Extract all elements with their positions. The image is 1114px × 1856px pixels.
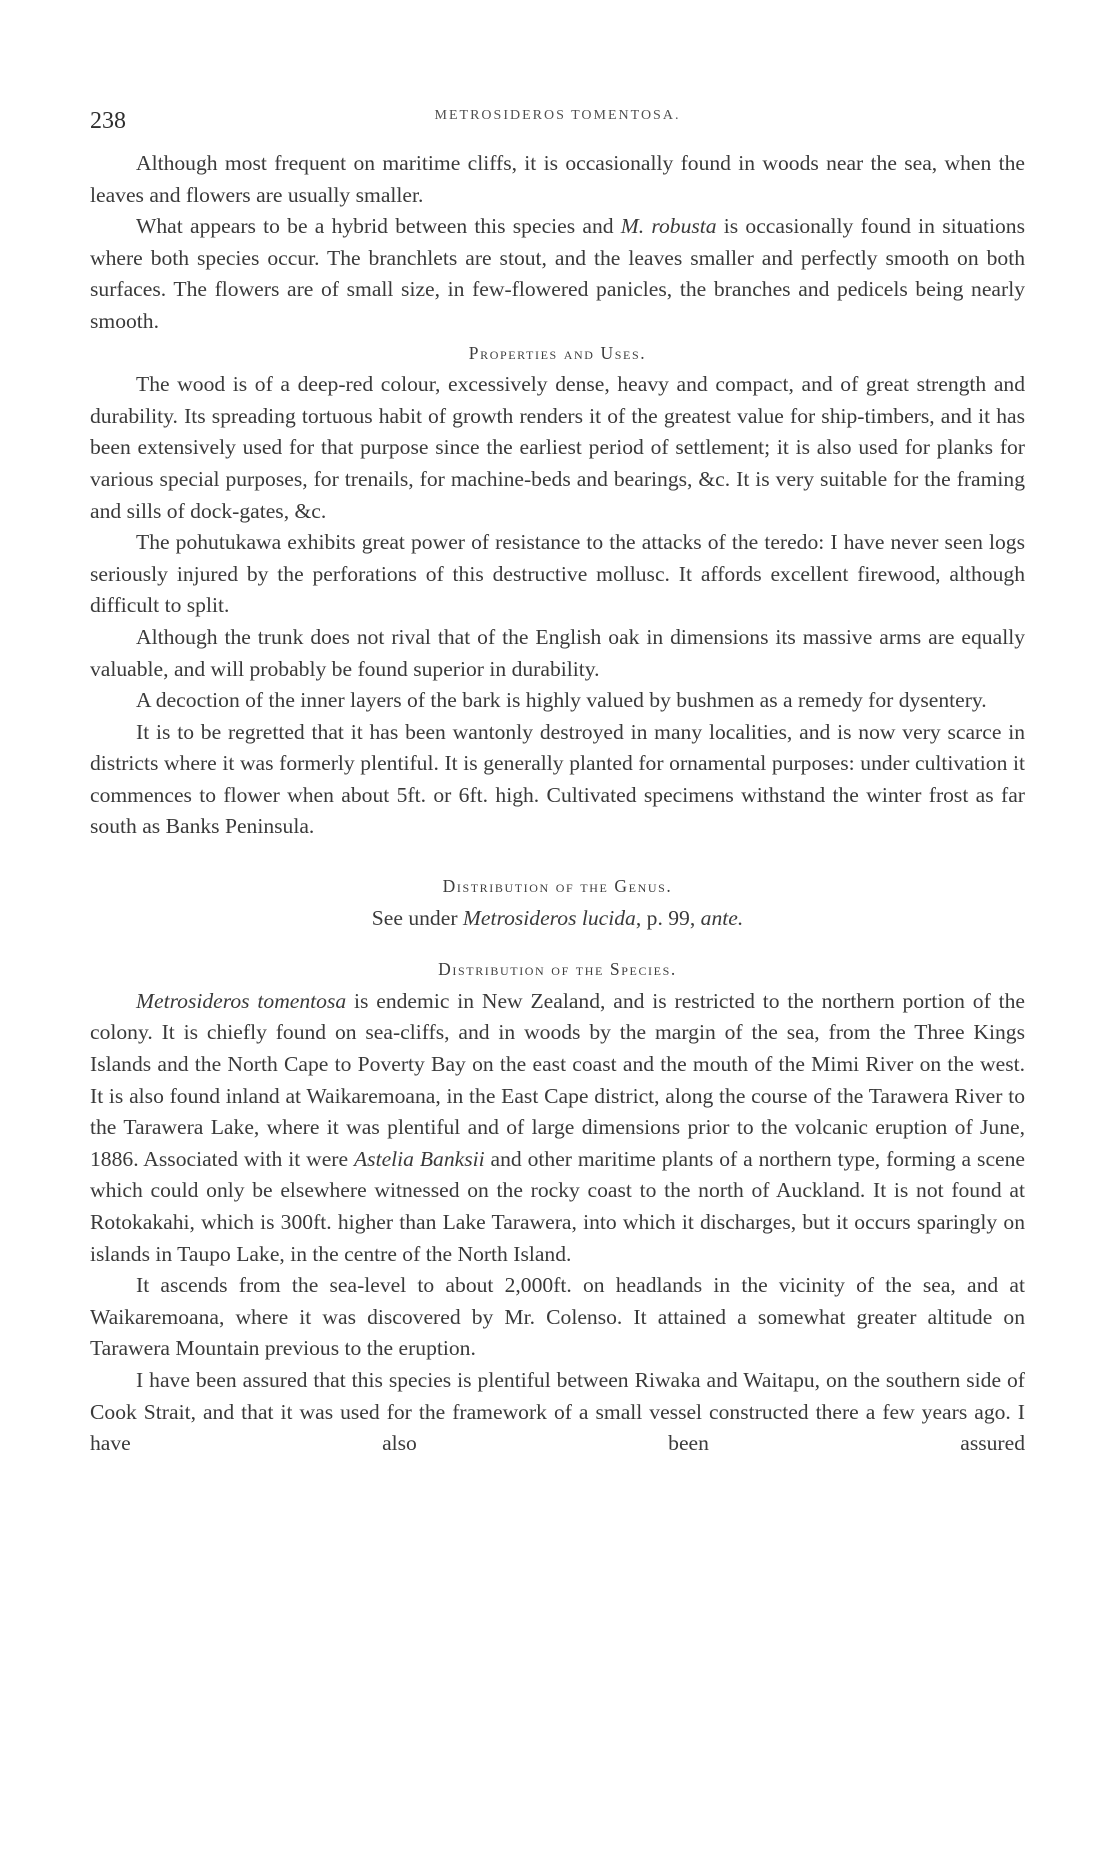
text-span: , p. 99, [635, 905, 701, 930]
text-span: is occasionally found in situations where both species occur. The branchlets are stout, and the leaves smaller and perfectly smooth on both surfaces. The flowers are of small size, in few-flowered panicles, the branches and pedicels being nearly smooth. [90, 214, 1025, 333]
genus-reference [90, 903, 1025, 935]
book-page [90, 108, 1025, 1460]
spacer [90, 934, 1025, 954]
paragraph-wood: The wood is of a deep-red colour, excessively dense, heavy and compact, and of great strength and durability. Its spreading tortuous habit of growth renders it of the greatest value for ship-timbers, and it has been extensively used for that purpose since the earliest period of settlement; it is also used for planks for various special purposes, for trenails, for machine-beds and bearings, &c. It is very suitable for the framing and sills of dock-gates, &c. [90, 372, 1025, 523]
species-name: Metrosideros tomentosa [136, 988, 347, 1013]
text-span: is endemic in New Zealand, and is restricted to the northern portion of the colony. It is chiefly found on sea-cliffs, and in woods by the margin of the sea, from the Three Kings Islands and the North Cape to Poverty Bay on the east coast and the mouth of the Mimi River on the west. It is also found inland at Waikaremoana, in the East Cape district, along the course of the Tarawera River to the Tarawera Lake, where it was plentiful and of large dimensions prior to the volcanic eruption of June, 1886. Associated with it were [90, 988, 1025, 1171]
running-head: METROSIDEROS TOMENTOSA. [434, 108, 681, 123]
text-span: and other maritime plants of a northern type, forming a scene which could only be elsewhere witnessed on the rocky coast to the north of Auckland. It is not found at Rotokakahi, which is 300ft. higher than Lake Tarawera, into which it discharges, but it occurs sparingly on islands in Taupo Lake, in the centre of the North Island. [90, 1146, 1025, 1266]
paragraph-maritime: Although most frequent on maritime cliffs, it is occasionally found in woods near the sea, when the leaves and flowers are usually smaller. [90, 151, 1025, 207]
paragraph-riwaka: I have been assured that this species is plentiful between Riwaka and Waitapu, on the southern side of Cook Strait, and that it was used for the framework of a small vessel constructed there a few years ago. I have also been assured [90, 1367, 1025, 1456]
paragraph-hybrid [90, 211, 1025, 337]
text-span: What appears to be a hybrid between this species and [136, 214, 621, 239]
species-name: M. robusta [620, 214, 717, 239]
paragraph-teredo: The pohutukawa exhibits great power of resistance to the attacks of the teredo: I have never seen logs seriously injured by the perforations of this destructive mollusc. It affords excellent firewood, although difficult to split. [90, 530, 1025, 618]
paragraph-bark: A decoction of the inner layers of the bark is highly valued by bushmen as a remedy for dysentery. [136, 688, 987, 713]
page-number: 238 [90, 108, 126, 134]
species-name: Astelia Banksii [353, 1146, 485, 1171]
latin-term: ante. [700, 905, 744, 930]
text-span: See under [371, 905, 463, 930]
paragraph-regretted: It is to be regretted that it has been wantonly destroyed in many localities, and is now very scarce in districts where it was formerly plentiful. It is generally planted for ornamental purposes: under cultivation it commences to flower when about 5ft. or 6ft. high. Cultivated specimens withstand the winter frost as far south as Banks Peninsula. [90, 719, 1025, 839]
heading-properties: Properties and Uses. [468, 342, 647, 363]
paragraph-endemic [90, 986, 1025, 1270]
heading-species: Distribution of the Species. [438, 959, 677, 980]
page-header [90, 108, 1025, 148]
spacer [90, 843, 1025, 871]
paragraph-altitude: It ascends from the sea-level to about 2,000ft. on headlands in the vicinity of the sea, and at Waikaremoana, where it was discovered by Mr. Colenso. It attained a somewhat greater altitude on Tarawera Mountain previous to the eruption. [90, 1273, 1025, 1361]
heading-genus: Distribution of the Genus. [442, 876, 673, 897]
paragraph-trunk: Although the trunk does not rival that of the English oak in dimensions its massive arms are equally valuable, and will probably be found superior in durability. [90, 624, 1025, 681]
species-name: Metrosideros lucida [462, 905, 636, 930]
